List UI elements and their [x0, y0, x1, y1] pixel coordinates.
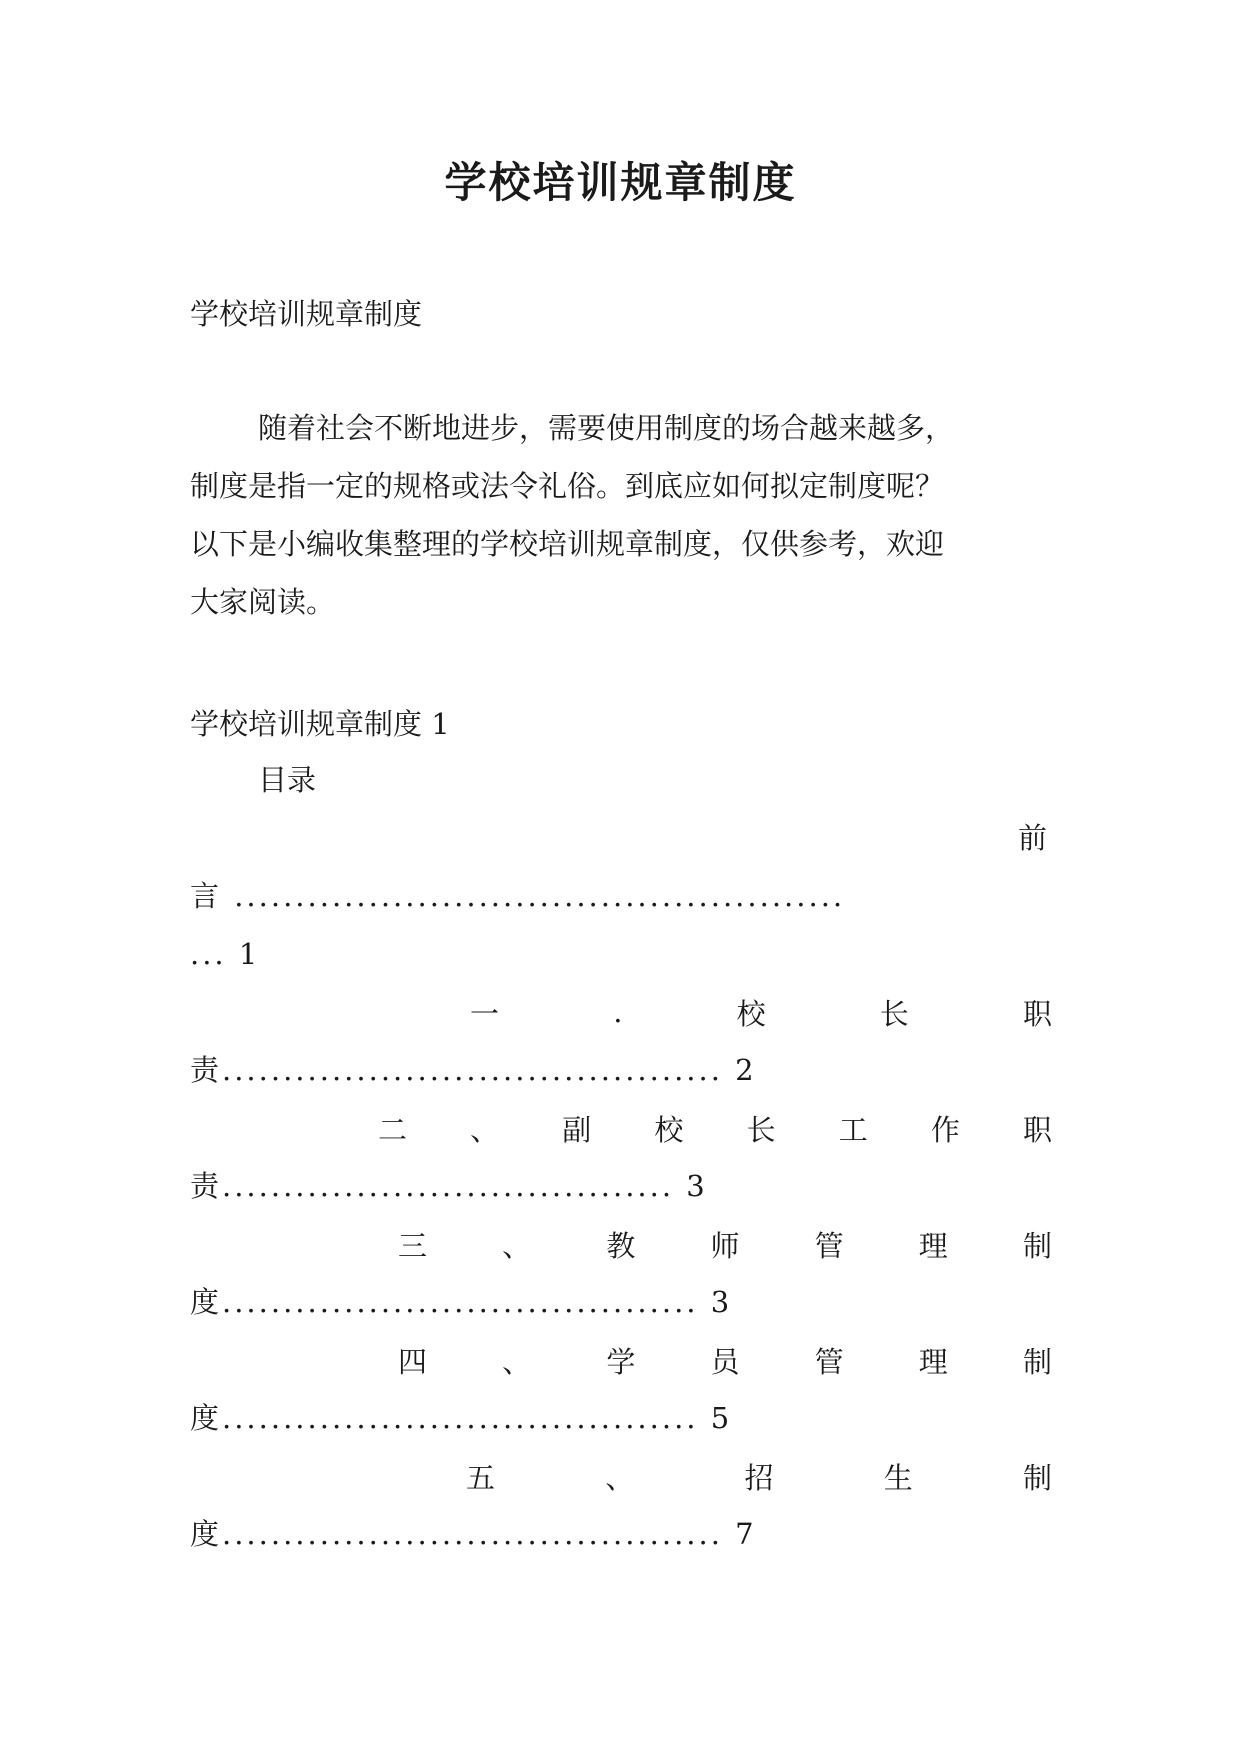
- toc-item-5-char: 生: [883, 1460, 913, 1495]
- toc-item-2-char: 作: [930, 1112, 960, 1147]
- toc-item-4-leader: 度....................................... 5: [190, 1401, 733, 1435]
- intro-line-4: 大家阅读。: [190, 585, 336, 619]
- document-title: 学校培训规章制度: [444, 158, 797, 207]
- toc-item-4-char: 员: [710, 1344, 740, 1379]
- toc-item-5-title: [466, 1456, 1052, 1496]
- toc-item-2-title: [378, 1108, 1052, 1148]
- toc-item-4-char: 理: [918, 1344, 948, 1379]
- toc-item-3-char: 师: [710, 1228, 740, 1263]
- toc-item-5-char: 招: [744, 1460, 774, 1495]
- toc-item-3-char: 三: [398, 1228, 428, 1263]
- toc-item-1-leader: 责......................................... 2: [190, 1053, 757, 1087]
- toc-item-2-leader: 责..................................... 3: [190, 1169, 708, 1203]
- toc-item-2-char: 长: [746, 1112, 776, 1147]
- toc-item-5-char: 五: [466, 1460, 496, 1495]
- toc-item-4-char: 管: [814, 1344, 844, 1379]
- toc-item-3-char: 理: [918, 1228, 948, 1263]
- toc-preface-line2: 言 ..................................................: [190, 879, 846, 913]
- toc-item-1-char: 校: [736, 996, 766, 1031]
- toc-item-1-char: .: [613, 995, 623, 1029]
- toc-item-3-title: [398, 1224, 1052, 1264]
- intro-line-1: 随着社会不断地进步，需要使用制度的场合越来越多，: [258, 411, 955, 445]
- toc-item-1-char: 职: [1022, 996, 1052, 1031]
- toc-item-4-char: 制: [1022, 1344, 1052, 1379]
- toc-item-1-char: 一: [470, 996, 500, 1031]
- toc-item-2-char: 、: [470, 1112, 500, 1147]
- toc-item-5-char: 、: [605, 1460, 635, 1495]
- toc-preface-line3: ... 1: [190, 937, 261, 971]
- toc-item-2-char: 副: [562, 1112, 592, 1147]
- toc-item-3-char: 、: [502, 1228, 532, 1263]
- toc-item-3-leader: 度....................................... 3: [190, 1285, 733, 1319]
- subtitle: 学校培训规章制度: [190, 297, 423, 331]
- toc-item-2-char: 校: [654, 1112, 684, 1147]
- toc-item-2-char: 二: [378, 1112, 408, 1147]
- toc-heading: 目录: [258, 763, 317, 797]
- section-heading: 学校培训规章制度 1: [190, 707, 450, 741]
- toc-item-5-char: 制: [1022, 1460, 1052, 1495]
- toc-item-4-title: [398, 1340, 1052, 1380]
- toc-preface-line1: 前: [1018, 821, 1048, 855]
- toc-item-3-char: 制: [1022, 1228, 1052, 1263]
- toc-item-3-char: 管: [814, 1228, 844, 1263]
- intro-line-3: 以下是小编收集整理的学校培训规章制度，仅供参考，欢迎: [190, 527, 945, 561]
- toc-item-4-char: 、: [502, 1344, 532, 1379]
- toc-item-2-char: 职: [1022, 1112, 1052, 1147]
- toc-item-3-char: 教: [606, 1228, 636, 1263]
- toc-item-4-char: 四: [398, 1344, 428, 1379]
- intro-line-2: 制度是指一定的规格或法令礼俗。到底应如何拟定制度呢？: [190, 469, 945, 503]
- toc-item-1-title: [470, 992, 1052, 1032]
- toc-item-5-leader: 度......................................... 7: [190, 1517, 757, 1551]
- toc-item-1-char: 长: [879, 996, 909, 1031]
- toc-item-4-char: 学: [606, 1344, 636, 1379]
- toc-item-2-char: 工: [838, 1112, 868, 1147]
